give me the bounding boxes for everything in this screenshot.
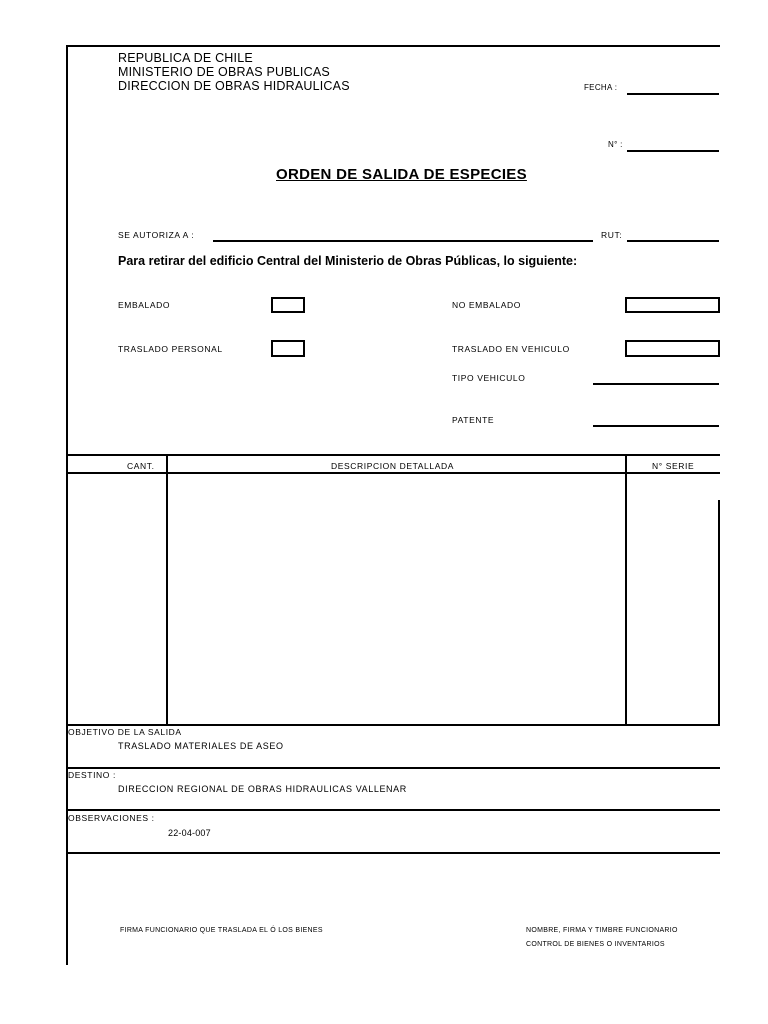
col-descripcion-header: DESCRIPCION DETALLADA <box>331 461 454 471</box>
col-cant-header: CANT. <box>127 461 155 471</box>
destino-value: DIRECCION REGIONAL DE OBRAS HIDRAULICAS VALLENAR <box>118 784 407 794</box>
table-top-border <box>66 454 720 456</box>
embalado-checkbox[interactable] <box>271 297 305 313</box>
no-embalado-label: NO EMBALADO <box>452 300 521 310</box>
observaciones-value: 22-04-007 <box>168 828 211 838</box>
fecha-label: FECHA : <box>584 83 618 92</box>
tipo-vehiculo-label: TIPO VEHICULO <box>452 373 526 383</box>
header-republica: REPUBLICA DE CHILE <box>118 51 253 65</box>
table-bottom-border <box>66 724 720 726</box>
autoriza-label: SE AUTORIZA A : <box>118 230 195 240</box>
fecha-field[interactable] <box>627 93 719 95</box>
patente-field[interactable] <box>593 425 719 427</box>
rut-field[interactable] <box>627 240 719 242</box>
firma-traslada-label: FIRMA FUNCIONARIO QUE TRASLADA EL Ó LOS BIENES <box>120 927 323 934</box>
embalado-label: EMBALADO <box>118 300 171 310</box>
col-serie-header: N° SERIE <box>652 461 695 471</box>
header-ministerio: MINISTERIO DE OBRAS PUBLICAS <box>118 65 330 79</box>
observaciones-label: OBSERVACIONES : <box>68 813 155 823</box>
firma-control-label-2: CONTROL DE BIENES O INVENTARIOS <box>526 941 665 948</box>
header-direccion: DIRECCION DE OBRAS HIDRAULICAS <box>118 79 350 93</box>
traslado-personal-label: TRASLADO PERSONAL <box>118 344 223 354</box>
traslado-vehiculo-label: TRASLADO EN VEHICULO <box>452 344 570 354</box>
autoriza-field[interactable] <box>213 240 593 242</box>
form-left-border <box>66 45 68 965</box>
no-embalado-checkbox[interactable] <box>625 297 720 313</box>
objetivo-label: OBJETIVO DE LA SALIDA <box>68 727 182 737</box>
destino-bottom-border <box>66 809 720 811</box>
rut-label: RUT: <box>601 230 623 240</box>
objetivo-value: TRASLADO MATERIALES DE ASEO <box>118 741 284 751</box>
objetivo-bottom-border <box>66 767 720 769</box>
table-right-border <box>718 500 720 725</box>
patente-label: PATENTE <box>452 415 495 425</box>
table-col-divider-1 <box>166 454 168 725</box>
instruction-text: Para retirar del edificio Central del Ministerio de Obras Públicas, lo siguiente: <box>118 254 578 268</box>
table-header-bottom <box>66 472 720 474</box>
tipo-vehiculo-field[interactable] <box>593 383 719 385</box>
table-col-divider-2 <box>625 454 627 725</box>
form-top-border <box>66 45 720 47</box>
form-title: ORDEN DE SALIDA DE ESPECIES <box>276 166 527 183</box>
traslado-vehiculo-checkbox[interactable] <box>625 340 720 357</box>
observaciones-bottom-border <box>66 852 720 854</box>
destino-label: DESTINO : <box>68 770 116 780</box>
traslado-personal-checkbox[interactable] <box>271 340 305 357</box>
firma-control-label-1: NOMBRE, FIRMA Y TIMBRE FUNCIONARIO <box>526 927 678 934</box>
numero-field[interactable] <box>627 150 719 152</box>
numero-label: N° : <box>608 140 623 149</box>
